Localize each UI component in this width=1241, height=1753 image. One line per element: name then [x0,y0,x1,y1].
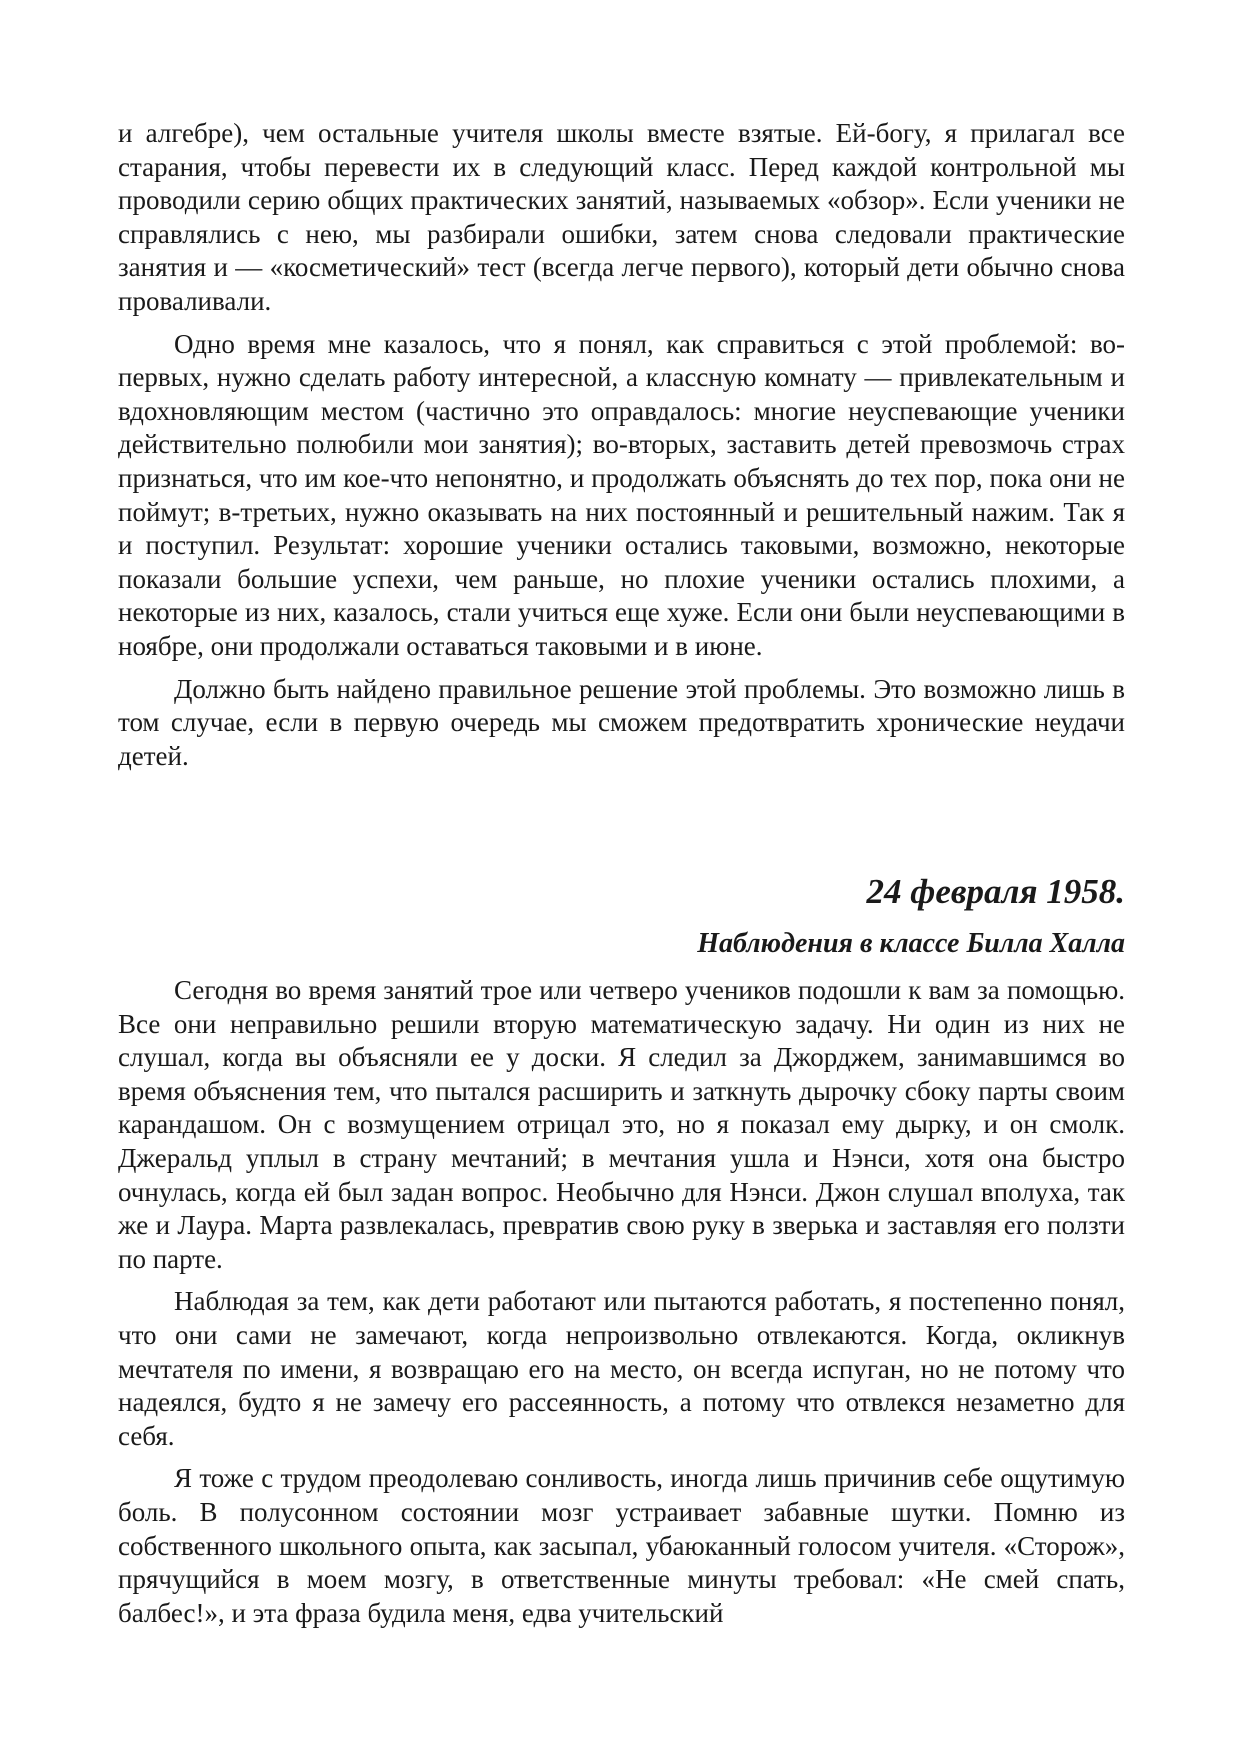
paragraph: Сегодня во время занятий трое или четверо учеников подошли к вам за помощью. Все они неправильно решили вторую математическую задачу. Ни один из них не слушал, когда вы объясняли ее у доски. Я следил за Джорджем, занимавшимся во время объяснения тем, что пытался расширить и заткнуть дырочку сбоку парты своим карандашом. Он с возмущением отрицал это, но я показал ему дырку, и он смолк. Джеральд уплыл в страну мечтаний; в мечтания ушла и Нэнси, хотя она быстро очнулась, когда ей был задан вопрос. Необычно для Нэнси. Джон слушал вполуха, так же и Лаура. Марта развлекалась, превратив свою руку в зверька и заставляя его ползти по парте. [118,975,1125,1274]
paragraph: Одно время мне казалось, что я понял, как справиться с этой проблемой: во-первых, нужно сделать работу интересной, а классную комнату — привлекательным и вдохновляющим местом (частично это оправдалось: многие неуспевающие ученики действительно полюбили мои занятия); во-вторых, заставить детей превозмочь страх признаться, что им кое-что непонятно, и продолжать объяснять до тех пор, пока они не поймут; в-третьих, нужно оказывать на них постоянный и решительный нажим. Так я и поступил. Результат: хорошие ученики остались таковыми, возможно, некоторые показали большие успехи, чем раньше, но плохие ученики остались плохими, а некоторые из них, казалось, стали учиться еще хуже. Если они были неуспевающими в ноябре, они продолжали оставаться таковыми и в июне. [118,328,1125,661]
paragraph: и алгебре), чем остальные учителя школы вместе взятые. Ей-богу, я прилагал все старания, чтобы перевести их в следующий класс. Перед каждой контрольной мы проводили серию общих практических занятий, называемых «обзор». Если ученики не справлялись с нею, мы разбирали ошибки, затем снова следовали практические занятия и — «косметический» тест (всегда легче первого), который дети обычно снова проваливали. [118,118,1125,316]
section-one-body [118,117,1125,782]
entry-date-heading: 24 февраля 1958. [866,872,1125,911]
entry-title-heading: Наблюдения в классе Билла Халла [697,928,1125,959]
paragraph: Наблюдая за тем, как дети работают или пытаются работать, я постепенно понял, что они сами не замечают, когда непроизвольно отвлекаются. Когда, окликнув мечтателя по имени, я возвращаю его на место, он всегда испуган, но не потому что надеялся, будто я не замечу его рассеянность, а потому что отвлекся незаметно для себя. [118,1286,1125,1451]
section-two-body [118,974,1125,1639]
paragraph: Я тоже с трудом преодолеваю сонливость, иногда лишь причинив себе ощутимую боль. В полусонном состоянии мозг устраивает забавные шутки. Помню из собственного школьного опыта, как засыпал, убаюканный голосом учителя. «Сторож», прячущийся в моем мозгу, в ответственные минуты требовал: «Не смей спать, балбес!», и эта фраза будила меня, едва учительский [118,1463,1125,1628]
paragraph: Должно быть найдено правильное решение этой проблемы. Это возможно лишь в том случае, если в первую очередь мы сможем предотвратить хронические неудачи детей. [118,673,1125,771]
